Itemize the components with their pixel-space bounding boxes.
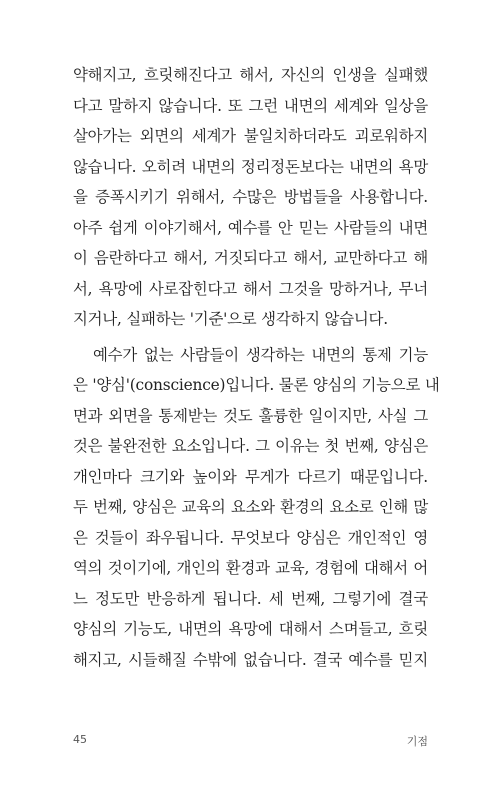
text-line: 느 정도만 반응하게 됩니다. 세 번째, 그렇기에 결국: [73, 589, 428, 608]
page-number: 45: [73, 733, 87, 746]
text-line: 두 번째, 양심은 교육의 요소와 환경의 요소로 인해 많: [73, 498, 428, 516]
text-line: 예수가 없는 사람들이 생각하는 내면의 통제 기능: [93, 345, 428, 364]
text-line: 은 '양심'(conscience)입니다. 물론 양심의 기능으로 내: [73, 376, 440, 394]
running-title: 기점: [406, 735, 428, 748]
text-line: 개인마다 크기와 높이와 무게가 다르기 때문입니다.: [73, 467, 428, 486]
text-line: 것은 불완전한 요소입니다. 그 이유는 첫 번째, 양심은: [73, 437, 428, 455]
text-line: 살아가는 외면의 세계가 불일치하더라도 괴로워하지: [73, 127, 428, 145]
paragraph-1: [73, 60, 428, 335]
text-line: 지거나, 실패하는 '기준'으로 생각하지 않습니다.: [73, 310, 388, 328]
text-line: 아주 쉽게 이야기해서, 예수를 안 믿는 사람들의 내면: [73, 218, 428, 237]
text-line: 해지고, 시들해질 수밖에 없습니다. 결국 예수를 믿지: [73, 650, 428, 669]
paragraph-2: [73, 340, 440, 676]
text-line: 양심의 기능도, 내면의 욕망에 대해서 스며들고, 흐릿: [73, 620, 428, 638]
text-line: 서, 욕망에 사로잡힌다고 해서 그것을 망하거나, 무너: [73, 279, 428, 298]
text-line: 을 증폭시키기 위해서, 수많은 방법들을 사용합니다.: [73, 188, 428, 206]
body-text: [73, 60, 440, 675]
text-line: 은 것들이 좌우됩니다. 무엇보다 양심은 개인적인 영: [73, 528, 428, 547]
text-line: 약해지고, 흐릿해진다고 해서, 자신의 인생을 실패했: [73, 66, 428, 84]
text-line: 않습니다. 오히려 내면의 정리정돈보다는 내면의 욕망: [73, 157, 428, 176]
text-line: 면과 외면을 통제받는 것도 훌륭한 일이지만, 사실 그: [73, 406, 428, 425]
text-line: 역의 것이기에, 개인의 환경과 교육, 경험에 대해서 어: [73, 559, 428, 577]
text-line: 다고 말하지 않습니다. 또 그런 내면의 세계와 일상을: [73, 96, 428, 115]
text-line: 이 음란하다고 해서, 거짓되다고 해서, 교만하다고 해: [73, 249, 428, 267]
